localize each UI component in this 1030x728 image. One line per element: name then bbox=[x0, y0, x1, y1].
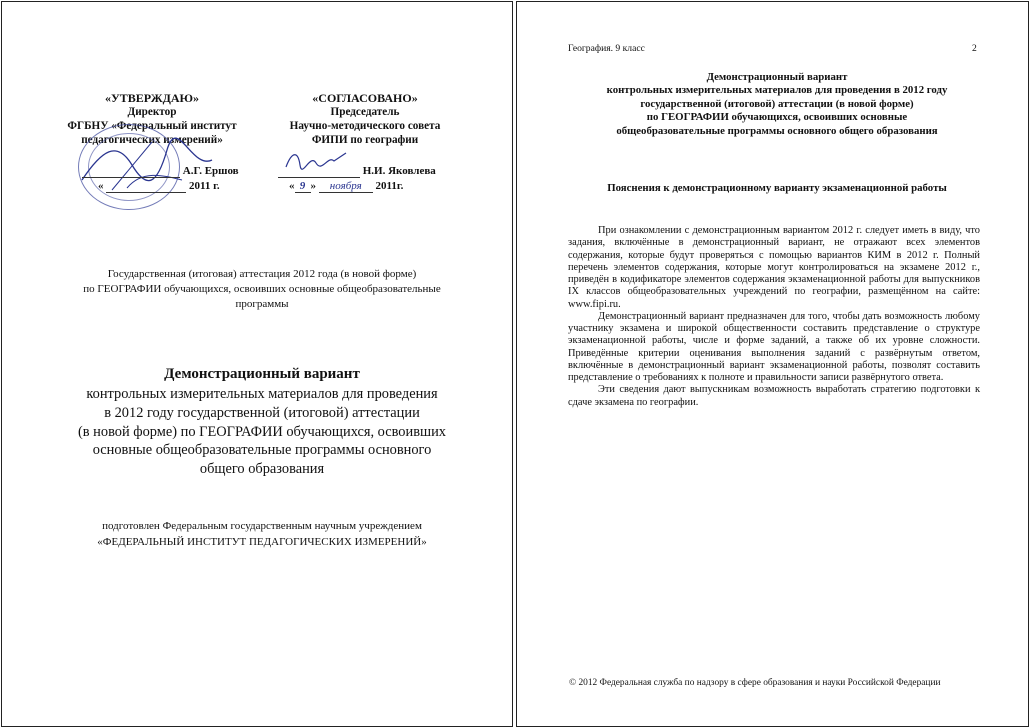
demo-line: контрольных измерительных материалов для проведения bbox=[86, 386, 438, 402]
attestation-line: по ГЕОГРАФИИ обучающихся, освоивших основные общеобразовательные bbox=[83, 283, 441, 295]
approve-signer: А.Г. Ершов bbox=[182, 165, 239, 177]
agree-date bbox=[289, 180, 469, 193]
agree-date-day: 9 bbox=[295, 180, 311, 193]
agree-org-line1: Научно-методического совета bbox=[289, 120, 441, 132]
approve-role: Директор bbox=[127, 106, 177, 118]
agree-signature-line bbox=[278, 165, 458, 178]
approve-date bbox=[98, 180, 258, 193]
agree-date-year: 2011г. bbox=[375, 180, 404, 192]
paragraph: При ознакомлении с демонстрационным вариантом 2012 г. следует иметь в виду, что задания, включённые в демонстрационный вариант, не отражают всех элементов содержания, которые будут проверяться с помощью вариантов КИМ в 2012 г. Полный перечень элементов содержания, которые могут контролироваться на экзамене 2012 г., приведён в кодификаторе элементов содержания экзаменационной работы для выпускников IX классов общеобразовательных учреждений по географии, размещённом на сайте: www.fipi.ru. bbox=[568, 225, 980, 310]
right-page bbox=[516, 1, 1029, 727]
demo-block bbox=[22, 366, 502, 479]
agree-date-open: « bbox=[289, 180, 295, 192]
agree-role: Председатель bbox=[330, 106, 400, 118]
right-title bbox=[557, 71, 997, 138]
prepared-line: «ФЕДЕРАЛЬНЫЙ ИНСТИТУТ ПЕДАГОГИЧЕСКИХ ИЗМЕРЕНИЙ» bbox=[97, 536, 427, 548]
demo-line: основные общеобразовательные программы основного bbox=[92, 442, 432, 459]
copyright-footer: © 2012 Федеральная служба по надзору в сфере образования и науки Российской Федерации bbox=[569, 678, 941, 688]
running-head: География. 9 класс bbox=[568, 43, 645, 54]
agree-date-close: » bbox=[310, 180, 316, 192]
agree-signer: Н.И. Яковлева bbox=[362, 165, 436, 177]
approve-date-open: « bbox=[98, 180, 104, 192]
right-title-line: по ГЕОГРАФИИ обучающихся, освоивших основные bbox=[646, 111, 908, 124]
page-number: 2 bbox=[972, 43, 977, 54]
left-page bbox=[1, 1, 513, 727]
agree-title: «СОГЛАСОВАНО» bbox=[312, 91, 418, 105]
agree-block bbox=[270, 91, 460, 147]
attestation-text bbox=[22, 267, 502, 312]
approve-title: «УТВЕРЖДАЮ» bbox=[104, 91, 200, 105]
demo-line: в 2012 году государственной (итоговой) аттестации bbox=[104, 404, 420, 421]
prepared-line: подготовлен Федеральным государственным научным учреждением bbox=[102, 520, 422, 532]
right-title-line: государственной (итоговой) аттестации (в новой форме) bbox=[640, 97, 914, 110]
approve-org-line1: ФГБНУ «Федеральный институт bbox=[67, 120, 237, 132]
agree-date-month: ноября bbox=[319, 180, 373, 193]
demo-title: Демонстрационный вариант bbox=[164, 366, 360, 382]
section-title: Пояснения к демонстрационному варианту экзаменационной работы bbox=[607, 182, 947, 194]
demo-line: (в новой форме) по ГЕОГРАФИИ обучающихся, освоивших bbox=[78, 423, 446, 440]
attestation-line: Государственная (итоговая) аттестация 2012 года (в новой форме) bbox=[107, 268, 417, 280]
right-title-line: контрольных измерительных материалов для проведения в 2012 году bbox=[606, 84, 948, 97]
approve-org-line2: педагогических измерений» bbox=[81, 134, 223, 146]
attestation-line: программы bbox=[235, 298, 289, 310]
right-title-line: общеобразовательные программы основного общего образования bbox=[616, 124, 938, 137]
approve-date-year: 2011 г. bbox=[189, 180, 220, 192]
agree-org-line2: ФИПИ по географии bbox=[311, 134, 419, 146]
paragraph: Эти сведения дают выпускникам возможность выработать стратегию подготовки к сдаче экзамена по географии. bbox=[568, 384, 980, 408]
demo-line: общего образования bbox=[199, 461, 325, 478]
explanation-text bbox=[568, 225, 980, 409]
prepared-by bbox=[22, 518, 502, 550]
approve-signature-line bbox=[82, 165, 242, 178]
paragraph: Демонстрационный вариант предназначен для того, чтобы дать возможность любому участнику экзамена и широкой общественности составить представление о структуре экзаменационной работы, числе и форме заданий, а также об их уровне сложности. Приведённые критерии оценивания выполнения заданий с развёрнутым ответом, включённые в демонстрационный вариант экзаменационной работы, позволят составить представление о требованиях к полноте и правильности записи развёрнутого ответа. bbox=[568, 310, 980, 383]
right-title-line: Демонстрационный вариант bbox=[706, 71, 848, 83]
